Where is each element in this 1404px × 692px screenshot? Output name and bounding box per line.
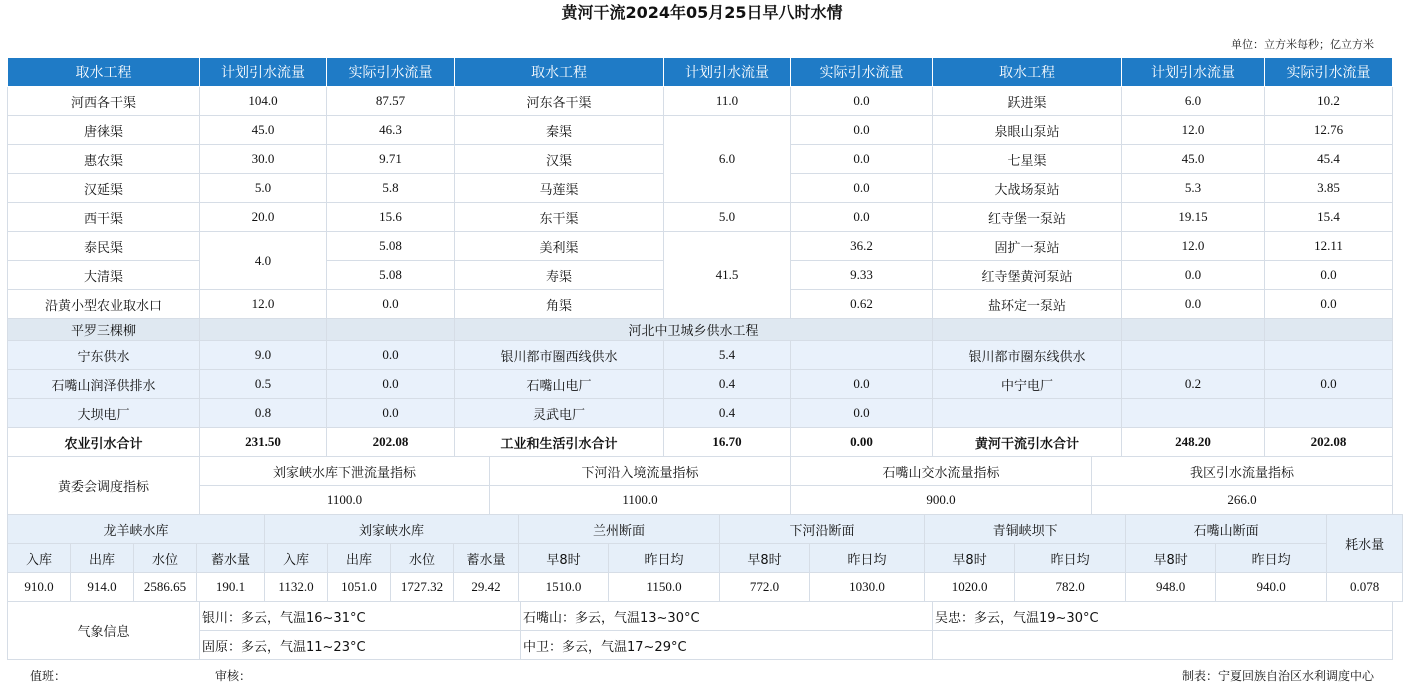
actual-flow: 5.08 [327, 261, 455, 290]
duty-label: 值班： [30, 669, 67, 683]
sub-header: 入库 [265, 544, 328, 573]
reservoir-liujia: 刘家峡水库 [265, 515, 519, 544]
sub-header: 昨日均 [1216, 544, 1327, 573]
supply-name: 银川都市圈东线供水 [933, 341, 1122, 370]
plan-flow: 0.0 [1122, 261, 1265, 290]
plan-flow: 5.0 [200, 174, 327, 203]
ind-total-plan: 16.70 [664, 428, 791, 457]
water-consumption: 耗水量 [1327, 515, 1403, 573]
actual-flow: 0.0 [791, 116, 933, 145]
header-project: 取水工程 [8, 58, 200, 87]
actual-flow: 0.0 [327, 370, 455, 399]
canal-name: 美利渠 [455, 232, 664, 261]
actual-flow: 87.57 [327, 87, 455, 116]
header-plan: 计划引水流量 [664, 58, 791, 87]
canal-name: 盐环定一泵站 [933, 290, 1122, 319]
yrcc-label: 黄委会调度指标 [8, 457, 200, 515]
actual-flow: 46.3 [327, 116, 455, 145]
intake-table [7, 57, 1393, 457]
plan-flow: 12.0 [200, 290, 327, 319]
canal-name: 马莲渠 [455, 174, 664, 203]
weather-item: 吴忠：多云，气温19~30°C [933, 602, 1393, 631]
sub-header: 水位 [391, 544, 454, 573]
plan-flow: 12.0 [1122, 116, 1265, 145]
plan-flow: 0.8 [200, 399, 327, 428]
header-plan: 计划引水流量 [1122, 58, 1265, 87]
table-row [8, 399, 1393, 428]
actual-flow: 5.08 [327, 232, 455, 261]
reservoir-value: 782.0 [1015, 573, 1126, 602]
table-row [8, 232, 1393, 261]
reservoir-value: 910.0 [8, 573, 71, 602]
plan-flow: 5.4 [664, 341, 791, 370]
reservoir-value: 190.1 [197, 573, 265, 602]
section-row [8, 319, 1393, 341]
plan-flow: 9.0 [200, 341, 327, 370]
actual-flow: 36.2 [791, 232, 933, 261]
weather-item: 银川：多云，气温16~31°C [200, 602, 521, 631]
header-actual: 实际引水流量 [791, 58, 933, 87]
table-row [8, 370, 1393, 399]
unit-note: 单位：立方米每秒；亿立方米 [1231, 38, 1374, 51]
reservoir-value: 948.0 [1126, 573, 1216, 602]
plan-flow: 5.0 [664, 203, 791, 232]
canal-name: 东干渠 [455, 203, 664, 232]
actual-flow [1265, 399, 1393, 428]
main-total-actual: 202.08 [1265, 428, 1393, 457]
plan-flow: 0.4 [664, 399, 791, 428]
actual-flow: 0.0 [791, 399, 933, 428]
plan-flow: 0.4 [664, 370, 791, 399]
supply-name: 石嘴山电厂 [455, 370, 664, 399]
weather-item: 固原：多云，气温11~23°C [200, 631, 521, 660]
plan-flow: 30.0 [200, 145, 327, 174]
canal-name: 七星渠 [933, 145, 1122, 174]
canal-name: 唐徕渠 [8, 116, 200, 145]
sub-header: 昨日均 [1015, 544, 1126, 573]
supply-name: 中宁电厂 [933, 370, 1122, 399]
canal-name: 河东各干渠 [455, 87, 664, 116]
actual-flow: 0.0 [1265, 370, 1393, 399]
plan-flow: 0.2 [1122, 370, 1265, 399]
canal-name: 角渠 [455, 290, 664, 319]
main-total-plan: 248.20 [1122, 428, 1265, 457]
actual-flow: 0.0 [791, 87, 933, 116]
sub-header: 早8时 [519, 544, 609, 573]
agri-total-label: 农业引水合计 [8, 428, 200, 457]
actual-flow: 45.4 [1265, 145, 1393, 174]
header-actual: 实际引水流量 [327, 58, 455, 87]
plan-flow: 19.15 [1122, 203, 1265, 232]
canal-name: 西干渠 [8, 203, 200, 232]
indicator-name: 下河沿入境流量指标 [490, 457, 791, 486]
review-label: 审核： [215, 669, 252, 683]
header-project: 取水工程 [933, 58, 1122, 87]
reservoir-value: 772.0 [720, 573, 810, 602]
sub-header: 蓄水量 [454, 544, 519, 573]
canal-name: 大战场泵站 [933, 174, 1122, 203]
sub-header: 早8时 [925, 544, 1015, 573]
table-row [8, 116, 1393, 145]
agri-total-actual: 202.08 [327, 428, 455, 457]
section-xiaheyan: 下河沿断面 [720, 515, 925, 544]
ind-total-label: 工业和生活引水合计 [455, 428, 664, 457]
actual-flow: 9.71 [327, 145, 455, 174]
plan-flow: 6.0 [1122, 87, 1265, 116]
actual-flow: 3.85 [1265, 174, 1393, 203]
canal-name: 沿黄小型农业取水口 [8, 290, 200, 319]
plan-flow: 45.0 [1122, 145, 1265, 174]
weather-table [7, 601, 1393, 660]
sub-header: 出库 [328, 544, 391, 573]
main-total-label: 黄河干流引水合计 [933, 428, 1122, 457]
supply-name: 大坝电厂 [8, 399, 200, 428]
indicator-value: 1100.0 [200, 486, 490, 515]
sub-header: 出库 [71, 544, 134, 573]
agri-total-plan: 231.50 [200, 428, 327, 457]
actual-flow [791, 341, 933, 370]
canal-name: 河西各干渠 [8, 87, 200, 116]
reservoir-value: 1510.0 [519, 573, 609, 602]
plan-flow: 0.5 [200, 370, 327, 399]
supply-name: 银川都市圈西线供水 [455, 341, 664, 370]
table-row [8, 341, 1393, 370]
canal-name: 惠农渠 [8, 145, 200, 174]
header-plan: 计划引水流量 [200, 58, 327, 87]
plan-flow: 11.0 [664, 87, 791, 116]
reservoir-value: 1727.32 [391, 573, 454, 602]
section-lanzhou: 兰州断面 [519, 515, 720, 544]
header-actual: 实际引水流量 [1265, 58, 1393, 87]
reservoir-value: 1051.0 [328, 573, 391, 602]
page-title: 黄河干流2024年05月25日早八时水情 [561, 3, 843, 22]
weather-label: 气象信息 [8, 602, 200, 660]
actual-flow: 0.0 [791, 145, 933, 174]
canal-name: 跃进渠 [933, 87, 1122, 116]
weather-item: 石嘴山：多云，气温13~30°C [521, 602, 933, 631]
plan-flow: 12.0 [1122, 232, 1265, 261]
canal-name: 泉眼山泵站 [933, 116, 1122, 145]
plan-flow: 6.0 [664, 116, 791, 203]
section-qingtong: 青铜峡坝下 [925, 515, 1126, 544]
actual-flow: 9.33 [791, 261, 933, 290]
actual-flow: 0.0 [327, 341, 455, 370]
actual-flow: 15.4 [1265, 203, 1393, 232]
indicator-value: 1100.0 [490, 486, 791, 515]
canal-name: 固扩一泵站 [933, 232, 1122, 261]
table-row [8, 203, 1393, 232]
maker-label: 制表：宁夏回族自治区水利调度中心 [1181, 669, 1374, 683]
plan-flow [1122, 399, 1265, 428]
plan-flow [1122, 341, 1265, 370]
plan-flow: 104.0 [200, 87, 327, 116]
actual-flow: 0.0 [327, 290, 455, 319]
reservoir-values-row [8, 573, 1403, 602]
section-label: 河北中卫城乡供水工程 [455, 319, 933, 341]
table-header [8, 58, 1393, 87]
actual-flow: 10.2 [1265, 87, 1393, 116]
canal-name: 汉延渠 [8, 174, 200, 203]
header-project: 取水工程 [455, 58, 664, 87]
actual-flow [1265, 341, 1393, 370]
canal-name: 红寺堡一泵站 [933, 203, 1122, 232]
reservoir-value: 1132.0 [265, 573, 328, 602]
actual-flow: 0.0 [1265, 290, 1393, 319]
indicator-name: 石嘴山交水流量指标 [791, 457, 1092, 486]
canal-name: 红寺堡黄河泵站 [933, 261, 1122, 290]
supply-name: 灵武电厂 [455, 399, 664, 428]
reservoir-value: 29.42 [454, 573, 519, 602]
reservoir-value: 0.078 [1327, 573, 1403, 602]
sub-header: 早8时 [720, 544, 810, 573]
reservoir-value: 2586.65 [134, 573, 197, 602]
canal-name: 大清渠 [8, 261, 200, 290]
totals-row [8, 428, 1393, 457]
table-row [8, 87, 1393, 116]
canal-name: 泰民渠 [8, 232, 200, 261]
plan-flow: 0.0 [1122, 290, 1265, 319]
sub-header: 昨日均 [609, 544, 720, 573]
plan-flow: 45.0 [200, 116, 327, 145]
indicator-name: 我区引水流量指标 [1092, 457, 1393, 486]
plan-flow: 41.5 [664, 232, 791, 319]
plan-flow: 20.0 [200, 203, 327, 232]
sub-header: 蓄水量 [197, 544, 265, 573]
supply-name: 宁东供水 [8, 341, 200, 370]
actual-flow: 0.0 [791, 174, 933, 203]
actual-flow: 0.0 [1265, 261, 1393, 290]
reservoir-longyang: 龙羊峡水库 [8, 515, 265, 544]
sub-header: 水位 [134, 544, 197, 573]
actual-flow: 0.0 [791, 370, 933, 399]
reservoir-value: 1030.0 [810, 573, 925, 602]
actual-flow: 15.6 [327, 203, 455, 232]
canal-name: 秦渠 [455, 116, 664, 145]
supply-name: 石嘴山润泽供排水 [8, 370, 200, 399]
ind-total-actual: 0.00 [791, 428, 933, 457]
reservoir-value: 1020.0 [925, 573, 1015, 602]
plan-flow: 4.0 [200, 232, 327, 290]
plan-flow: 5.3 [1122, 174, 1265, 203]
actual-flow: 12.76 [1265, 116, 1393, 145]
supply-name [933, 399, 1122, 428]
actual-flow: 12.11 [1265, 232, 1393, 261]
sub-header: 入库 [8, 544, 71, 573]
sub-header: 早8时 [1126, 544, 1216, 573]
actual-flow: 0.0 [791, 203, 933, 232]
reservoir-value: 940.0 [1216, 573, 1327, 602]
section-label: 平罗三棵柳 [8, 319, 200, 341]
sub-header: 昨日均 [810, 544, 925, 573]
actual-flow: 5.8 [327, 174, 455, 203]
indicator-value: 900.0 [791, 486, 1092, 515]
reservoir-value: 914.0 [71, 573, 134, 602]
reservoir-value: 1150.0 [609, 573, 720, 602]
reservoir-table [7, 514, 1403, 602]
canal-name: 汉渠 [455, 145, 664, 174]
section-shizuishan: 石嘴山断面 [1126, 515, 1327, 544]
yrcc-table [7, 456, 1393, 515]
weather-item: 中卫：多云，气温17~29°C [521, 631, 933, 660]
actual-flow: 0.0 [327, 399, 455, 428]
actual-flow: 0.62 [791, 290, 933, 319]
indicator-value: 266.0 [1092, 486, 1393, 515]
canal-name: 寿渠 [455, 261, 664, 290]
indicator-name: 刘家峡水库下泄流量指标 [200, 457, 490, 486]
